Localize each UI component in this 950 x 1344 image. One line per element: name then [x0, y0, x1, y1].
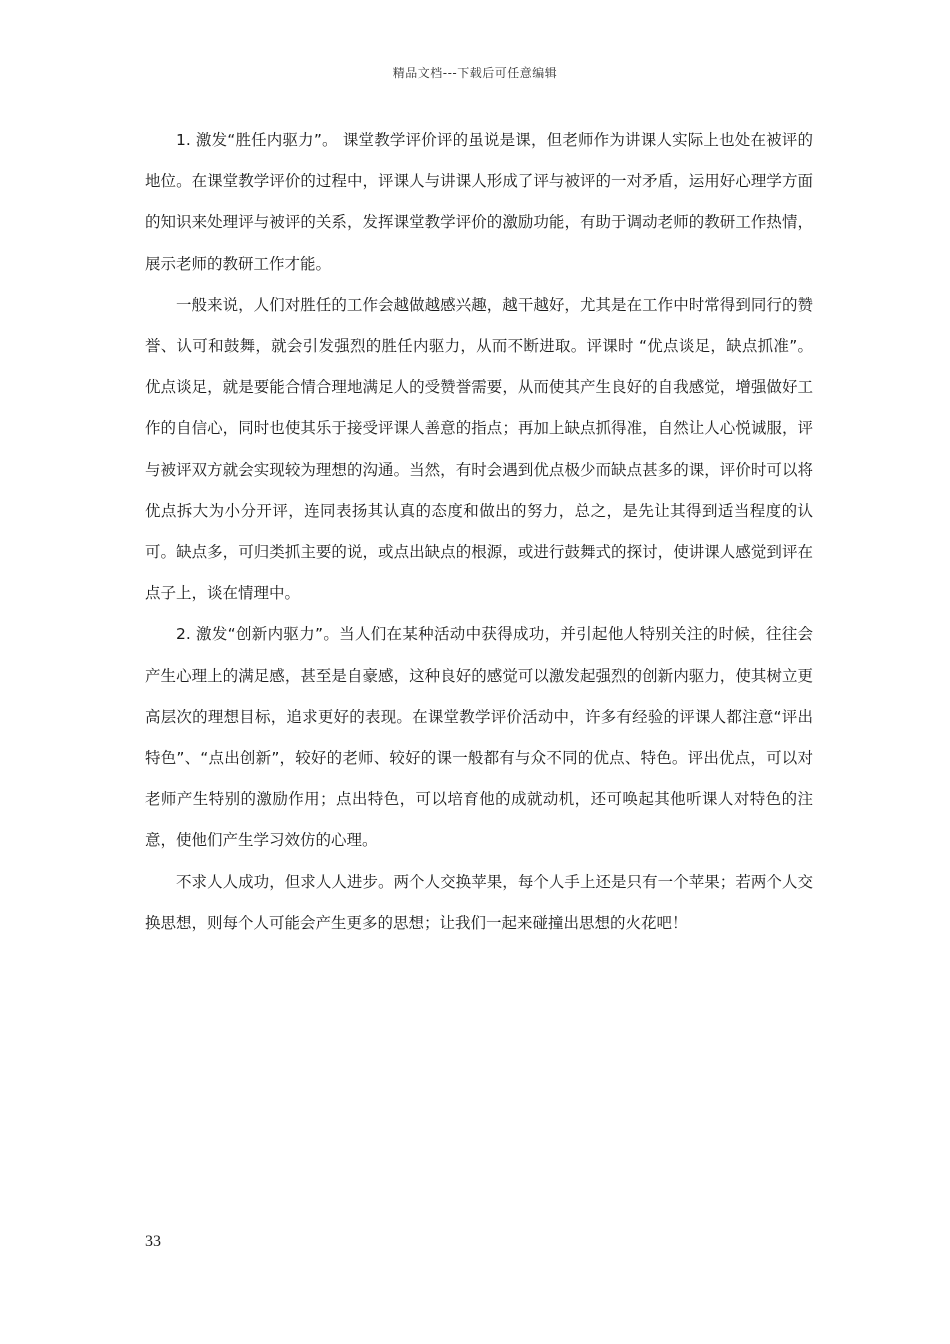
document-body	[145, 120, 813, 944]
paragraph-closing: 不求人人成功，但求人人进步。两个人交换苹果，每个人手上还是只有一个苹果；若两个人交换思想，则每个人可能会产生更多的思想；让我们一起来碰撞出思想的火花吧！	[145, 872, 813, 932]
paragraph-evaluation-method: 一般来说，人们对胜任的工作会越做越感兴趣，越干越好，尤其是在工作中时常得到同行的赞誉、认可和鼓舞，就会引发强烈的胜任内驱力，从而不断进取。评课时 “优点谈足，缺点抓准”。优点谈足，就是要能合情合理地满足人的受赞誉需要，从而使其产生良好的自我感觉，增强做好工作的自信心，同时也使其乐于接受评课人善意的指点；再加上缺点抓得准，自然让人心悦诚服，评与被评双方就会实现较为理想的沟通。当然，有时会遇到优点极少而缺点甚多的课，评价时可以将优点拆大为小分开评，连同表扬其认真的态度和做出的努力，总之，是先让其得到适当程度的认可。缺点多，可归类抓主要的说，或点出缺点的根源，或进行鼓舞式的探讨，使讲课人感觉到评在点子上，谈在情理中。	[145, 295, 813, 603]
page-header: 精品文档---下载后可任意编辑	[392, 66, 558, 80]
paragraph-competence-drive: 1. 激发“胜任内驱力”。 课堂教学评价评的虽说是课，但老师作为讲课人实际上也处在被评的地位。在课堂教学评价的过程中，评课人与讲课人形成了评与被评的一对矛盾，运用好心理学方面的知识来处理评与被评的关系，发挥课堂教学评价的激励功能，有助于调动老师的教研工作热情，展示老师的教研工作才能。	[145, 131, 813, 273]
page-number: 33	[145, 1233, 161, 1250]
paragraph-innovation-drive: 2. 激发“创新内驱力”。当人们在某种活动中获得成功，并引起他人特别关注的时候，往往会产生心理上的满足感，甚至是自豪感，这种良好的感觉可以激发起强烈的创新内驱力，使其树立更高层次的理想目标，追求更好的表现。在课堂教学评价活动中，许多有经验的评课人都注意“评出特色”、“点出创新”，较好的老师、较好的课一般都有与众不同的优点、特色。评出优点，可以对老师产生特别的激励作用；点出特色，可以培育他的成就动机，还可唤起其他听课人对特色的注意，使他们产生学习效仿的心理。	[145, 625, 813, 850]
